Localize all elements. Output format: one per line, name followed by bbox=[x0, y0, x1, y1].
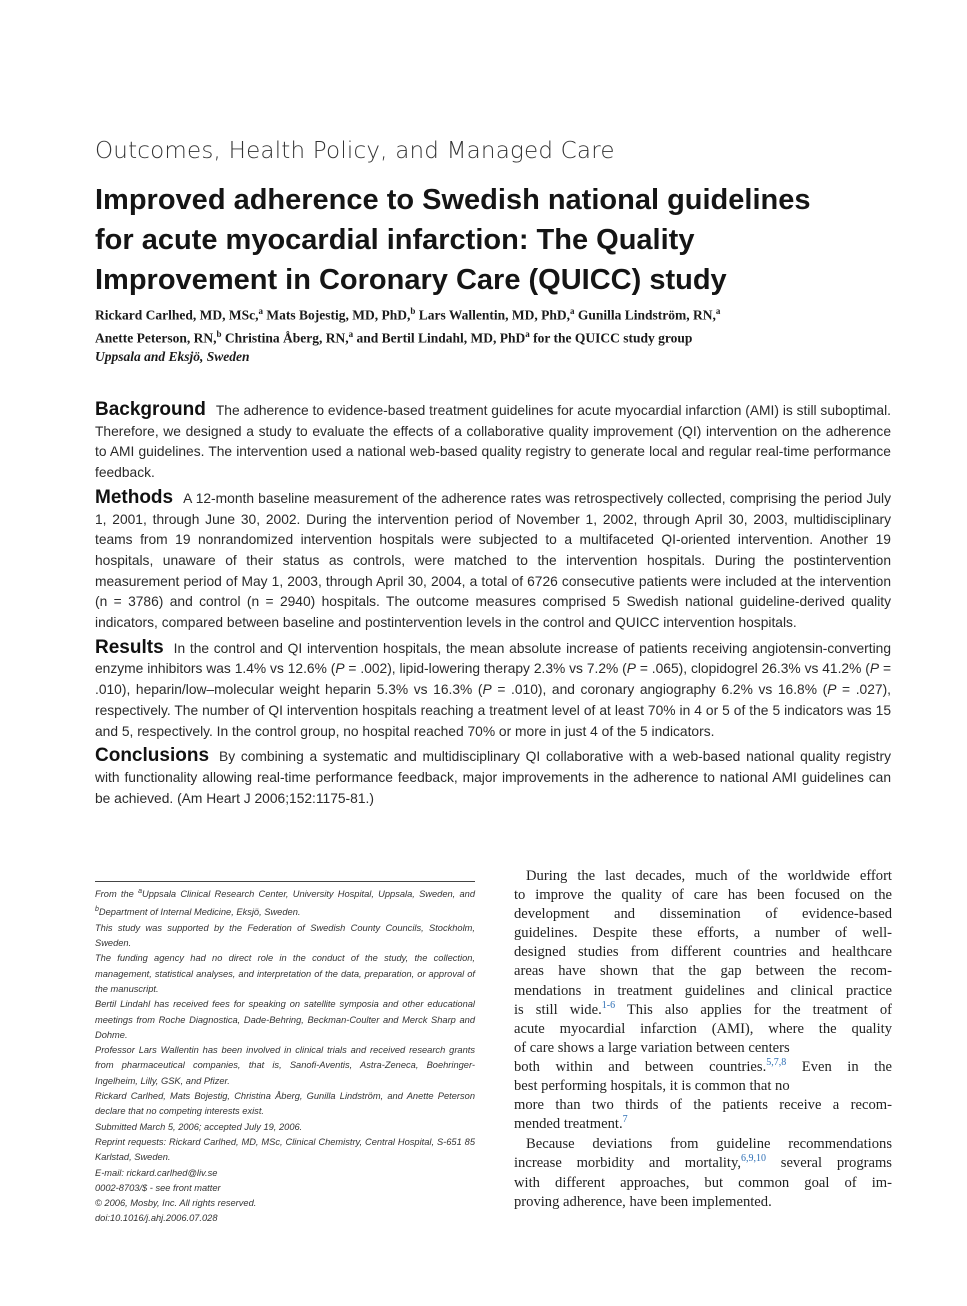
results-text: = .065), clopidogrel 26.3% vs 41.2% ( bbox=[635, 661, 870, 677]
author-name: Mats Bojestig, MD, PhD, bbox=[262, 307, 411, 323]
body-line: During the last decades, much of the worldwide effort bbox=[526, 868, 892, 884]
footnote-email[interactable]: E-mail: rickard.carlhed@liv.se bbox=[95, 1167, 218, 1178]
body-line: of care shows a large variation between centers bbox=[514, 1039, 790, 1056]
p-value-symbol: P bbox=[335, 661, 345, 677]
background-label: Background bbox=[95, 399, 206, 420]
footnote-issn: 0002-8703/$ - see front matter bbox=[95, 1182, 221, 1193]
body-line: more than two thirds of the patients receive a recom- bbox=[514, 1097, 892, 1114]
body-text-run: This also applies for the treatment of bbox=[615, 1001, 892, 1018]
body-line: Because deviations from guideline recommendations bbox=[526, 1136, 892, 1153]
body-line bbox=[514, 1154, 892, 1173]
results-text: = .010), and coronary angiography 6.2% vs 16.8% ( bbox=[491, 682, 828, 698]
footnotes bbox=[95, 881, 475, 1227]
title-line: Improvement in Coronary Care (QUICC) study bbox=[95, 264, 727, 296]
citation-ref[interactable]: 1-6 bbox=[601, 999, 616, 1011]
body-line: development and dissemination of evidence-based bbox=[514, 906, 892, 923]
body-text bbox=[514, 867, 892, 1212]
author-name: Christina Åberg, RN, bbox=[221, 330, 349, 345]
footnote-reprints: Reprint requests: Rickard Carlhed, MD, MSc, Clinical Chemistry, Central Hospital, S-651 85 Karlstad, Sweden. bbox=[95, 1136, 475, 1163]
results-text: = .010), heparin/low–molecular weight heparin 5.3% vs 16.3% ( bbox=[95, 661, 892, 698]
author-name: and Bertil Lindahl, MD, PhD bbox=[353, 330, 526, 345]
author-name: Rickard Carlhed, MD, MSc, bbox=[95, 307, 259, 323]
footnote-wallentin: Professor Lars Wallentin has been involved in clinical trials and received research grants from pharmaceutical companies, that is, Sanofi-Aventis, Astra-Zeneca, Boehringer-Ingelheim, Lilly, GSK, and Pfizer. bbox=[95, 1045, 475, 1086]
body-line: designed studies from different countries and healthcare bbox=[514, 944, 892, 961]
footnote-affiliations bbox=[95, 884, 475, 921]
body-line bbox=[514, 1115, 892, 1134]
author-name: Gunilla Lindström, RN, bbox=[574, 307, 716, 323]
authors-line-1 bbox=[95, 302, 895, 325]
body-text-run: several programs bbox=[765, 1155, 892, 1172]
author-location: Uppsala and Eksjö, Sweden bbox=[95, 349, 250, 364]
body-line: acute myocardial infarction (AMI), where the quality bbox=[514, 1020, 892, 1037]
footnote-copyright: © 2006, Mosby, Inc. All rights reserved. bbox=[95, 1198, 257, 1209]
footnote-text: Uppsala Clinical Research Center, University Hospital, Uppsala, Sweden, and bbox=[141, 889, 476, 900]
affil-mark: a bbox=[348, 328, 354, 339]
citation-ref[interactable]: 6,9,10 bbox=[740, 1153, 766, 1165]
authors-line-2 bbox=[95, 325, 895, 348]
abstract-results bbox=[95, 638, 891, 743]
body-line bbox=[514, 1001, 892, 1020]
footnote-funding-role: The funding agency had no direct role in the conduct of the study, the collection, management, statistical analyses, and interpretation of the data, preparation, or approval of the manuscript. bbox=[95, 953, 475, 994]
abstract-background bbox=[95, 400, 891, 484]
body-text-run: both within and between countries. bbox=[514, 1058, 767, 1075]
results-text: In the control and QI intervention hospitals, the mean absolute increase of patients receiving angiotensin-converting enzyme inhibitors was 1.4% vs 12.6% ( bbox=[95, 640, 891, 677]
abstract-conclusions bbox=[95, 746, 891, 809]
methods-text: A 12-month baseline measurement of the adherence rates was retrospectively collected, comprising the period July 1, 2001, through June 30, 2002. During the intervention period of November 1, 2002, through April 30, 2003, multidisciplinary teams from 19 nonrandomized intervention hospitals were subjected to a multifaceted QI-oriented intervention. Another 19 hospitals, unaware of their status as controls, were matched to the intervention hospitals. During the postintervention measurement period of May 1, 2003, through April 30, 2004, a total of 6726 consecutive patients were included at the intervention (n = 3786) and control (n = 2940) hospitals. The outcome measures comprised 5 Swedish national guideline-derived quality indicators, compared between baseline and postintervention levels in the control and QUICC intervention hospitals. bbox=[95, 490, 891, 631]
affil-mark: a bbox=[570, 306, 575, 316]
conclusions-label: Conclusions bbox=[95, 745, 210, 767]
footnote-no-conflict: Rickard Carlhed, Mats Bojestig, Christina Åberg, Gunilla Lindström, and Anette Peterson declare that no competing interests exist. bbox=[95, 1091, 475, 1117]
affil-mark: b bbox=[410, 306, 416, 316]
footnote-text: From the bbox=[95, 889, 139, 900]
body-line: areas have shown that the gap between the recom- bbox=[514, 963, 892, 980]
body-line: guidelines. Despite these efforts, a number of well- bbox=[514, 925, 892, 942]
author-name: Anette Peterson, RN, bbox=[95, 330, 217, 345]
results-text: = .002), lipid-lowering therapy 2.3% vs 7.2% ( bbox=[344, 661, 627, 677]
background-text: The adherence to evidence-based treatment guidelines for acute myocardial infarction (AMI) is still suboptimal. Therefore, we designed a study to evaluate the effects of a collaborative quality improvement (QI) intervention on the adherence to AMI guidelines. The intervention used a national web-based quality registry to generate local and regular real-time performance feedback. bbox=[95, 403, 891, 481]
p-value-symbol: P bbox=[827, 682, 837, 698]
body-text-run: mended treatment. bbox=[514, 1116, 623, 1133]
body-line: proving adherence, have been implemented. bbox=[514, 1193, 772, 1210]
conclusions-text: By combining a systematic and multidisciplinary QI collaborative with a web-based national quality registry with functionality allowing real-time performance feedback, major improvements in the adherence to national AMI guidelines can be achieved. (Am Heart J 2006;152:1175-81.) bbox=[95, 749, 891, 806]
title-line: for acute myocardial infarction: The Quality bbox=[95, 224, 695, 256]
body-line: best performing hospitals, it is common that no bbox=[514, 1078, 790, 1095]
author-list bbox=[95, 302, 895, 366]
author-name: Lars Wallentin, MD, PhD, bbox=[415, 307, 570, 323]
body-line: mendations in treatment guidelines and clinical practice bbox=[514, 982, 892, 999]
body-paragraph-1 bbox=[514, 867, 892, 1134]
results-text: = .027), respectively. The number of QI intervention hospitals reaching a treatment level of at least 70% in 4 or 5 of the 5 indicators was 15 and 5, respectively. In the control group, no hospital reached 70% or more in just 4 of the 5 indicators. bbox=[95, 682, 891, 739]
body-line: with different approaches, but common goal of im- bbox=[514, 1174, 892, 1191]
abstract bbox=[95, 400, 891, 813]
p-value-symbol: P bbox=[869, 661, 880, 677]
citation-ref[interactable]: 5,7,8 bbox=[766, 1057, 787, 1069]
results-label: Results bbox=[95, 636, 164, 658]
p-value-symbol: P bbox=[626, 661, 636, 677]
body-text-run: is still wide. bbox=[514, 1001, 602, 1018]
citation-ref[interactable]: 7 bbox=[622, 1114, 628, 1126]
section-heading: Outcomes, Health Policy, and Managed Care bbox=[95, 138, 615, 164]
title-line: Improved adherence to Swedish national guidelines bbox=[95, 184, 811, 216]
author-group: for the QUICC study group bbox=[529, 330, 693, 345]
affil-mark: a bbox=[258, 306, 263, 316]
footnote-support: This study was supported by the Federation of Swedish County Councils, Stockholm, Sweden. bbox=[95, 922, 475, 949]
body-paragraph-2 bbox=[514, 1135, 892, 1211]
footnote-text: Department of Internal Medicine, Eksjö, Sweden. bbox=[98, 907, 301, 918]
body-text-run: Even in the bbox=[786, 1058, 892, 1075]
article-title bbox=[95, 180, 895, 300]
affil-mark: b bbox=[95, 906, 99, 914]
footnote-lindahl-fees: Bertil Lindahl has received fees for speaking on satellite symposia and other educational meetings from Roche Diagnostica, Dade-Behring, Beckman-Coulter and Merck Sharp and Dohme. bbox=[95, 999, 475, 1040]
affil-mark: a bbox=[138, 888, 142, 895]
footnote-submitted: Submitted March 5, 2006; accepted July 19, 2006. bbox=[95, 1121, 303, 1132]
affil-mark: a bbox=[525, 328, 530, 339]
methods-label: Methods bbox=[95, 486, 174, 508]
p-value-symbol: P bbox=[482, 682, 492, 698]
body-line bbox=[514, 1058, 892, 1077]
abstract-methods bbox=[95, 488, 891, 634]
footnote-doi[interactable]: doi:10.1016/j.ahj.2006.07.028 bbox=[95, 1213, 218, 1224]
affil-mark: b bbox=[216, 328, 222, 339]
body-line: to improve the quality of care has been focused on the bbox=[514, 887, 892, 904]
affil-mark: a bbox=[715, 306, 721, 316]
body-text-run: increase morbidity and mortality, bbox=[514, 1155, 741, 1172]
